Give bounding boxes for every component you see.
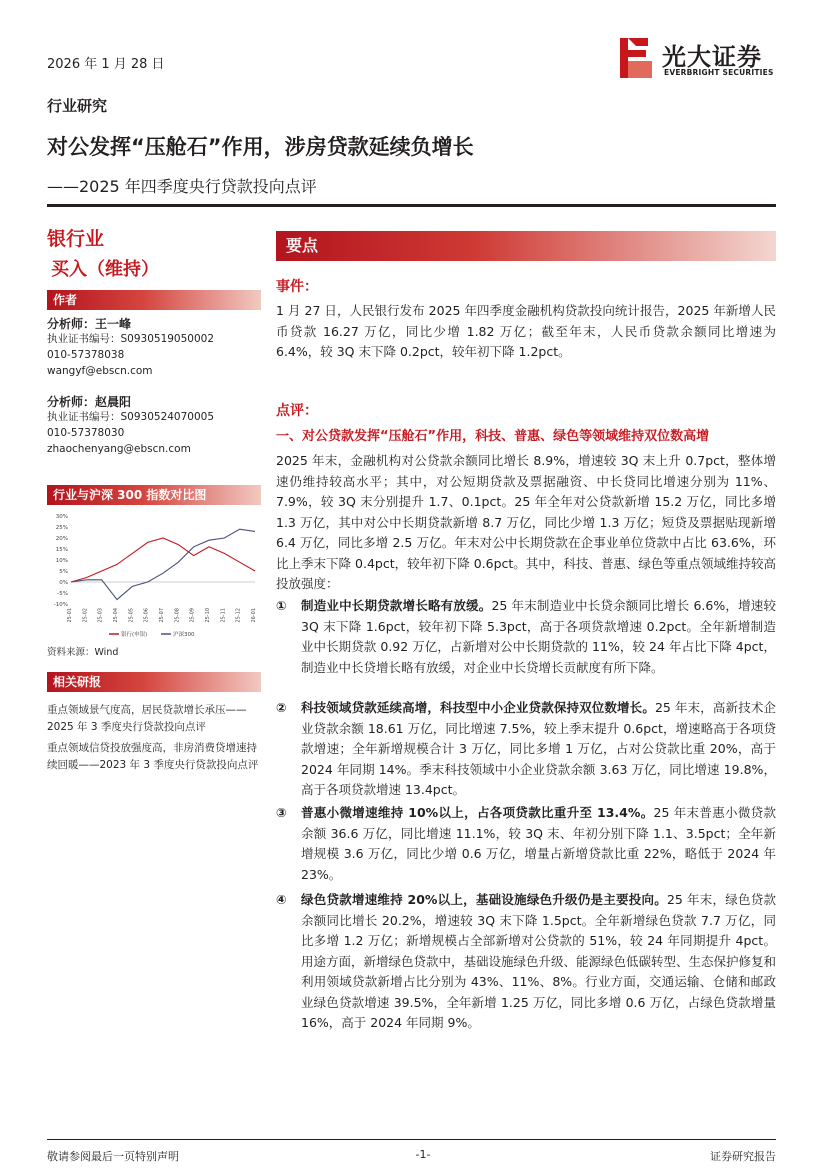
list-item	[276, 698, 776, 801]
list-item-number: ②	[276, 700, 287, 715]
y-tick-label: 10%	[55, 558, 68, 564]
analyst-contact	[47, 331, 214, 379]
list-item-number: ④	[276, 892, 287, 907]
event-paragraph: 1 月 27 日，人民银行发布 2025 年四季度金融机构贷款投向统计报告，2025 年新增人民币贷款 16.27 万亿，同比少增 1.82 万亿；截至年末，人民币贷款余额同比增速为 6.4%，较 3Q 末下降 0.2pct，较年初下降 1.2pct。	[276, 303, 776, 359]
footer-report-type: 证券研究报告	[710, 1150, 776, 1163]
analyst-contact	[47, 409, 214, 457]
x-tick-label: 26-01	[251, 608, 257, 623]
key-points-heading: 要点	[276, 231, 776, 261]
x-tick-label: 25-11	[220, 608, 227, 623]
list-item-lead: 制造业中长期贷款增长略有放缓。	[301, 598, 492, 613]
analyst-phone: 010-57378038	[47, 349, 125, 361]
analyst-name: 分析师：赵晨阳	[47, 395, 132, 409]
y-tick-label: 5%	[59, 569, 68, 575]
x-tick-label: 25-12	[235, 608, 242, 623]
y-tick-label: -5%	[57, 591, 68, 597]
list-item-lead: 科技领域贷款延续高增，科技型中小企业贷款保持双位数增长。	[301, 700, 655, 715]
x-tick-label: 25-06	[143, 608, 150, 623]
x-tick-label: 25-10	[205, 608, 211, 623]
logo-english-name: EVERBRIGHT SECURITIES	[664, 68, 774, 77]
x-tick-label: 25-01	[67, 608, 73, 623]
x-tick-label: 25-08	[174, 608, 181, 623]
y-tick-label: 0%	[59, 580, 68, 586]
y-tick-label: 20%	[55, 536, 68, 542]
y-tick-label: 25%	[55, 525, 68, 531]
series-line	[71, 529, 255, 599]
x-tick-label: 25-04	[113, 608, 119, 623]
title-divider	[47, 204, 776, 207]
rating: 买入（维持）	[51, 259, 159, 280]
report-title: 对公发挥“压舱石”作用，涉房贷款延续负增长	[47, 135, 474, 159]
list-item-text: 25 年末，高新技术企业贷款余额 18.61 万亿，同比增速 7.5%，较上季末提升 0.6pct，增速略高于各项贷款增速；全年新增规模合计 3 万亿，同比多增 1 万亿，占对公贷款比重 20%，高于 2024 年同期 14%。季末科技领域中小企业贷款余额 3.63 万亿，同比增速 19.8%，高于各项贷款增速 13.4pct。	[301, 700, 776, 797]
related-research-heading: 相关研报	[47, 672, 261, 692]
author-heading: 作者	[47, 290, 261, 310]
report-date: 2026 年 1 月 28 日	[47, 57, 165, 72]
report-category: 行业研究	[47, 97, 108, 115]
event-label: 事件：	[276, 279, 318, 295]
everbright-logo-icon	[618, 36, 654, 80]
y-tick-label: 15%	[55, 547, 68, 553]
x-tick-label: 25-05	[128, 608, 135, 623]
chart-heading: 行业与沪深 300 指数对比图	[47, 485, 261, 505]
list-item-text: 25 年末普惠小微贷款余额 36.6 万亿，同比增速 11.1%，较 3Q 末、年初分别下降 1.1、3.5pct；全年新增规模 3.6 万亿，同比少增 0.6 万亿，增量占新增贷款比重 22%，略低于 2024 年 23%。	[301, 805, 776, 882]
analyst-email: zhaochenyang@ebscn.com	[47, 443, 191, 455]
related-report-link[interactable]: 重点领域信贷投放强度高，非房消费贷增速持续回暖——2023 年 3 季度央行贷款投向点评	[47, 742, 259, 771]
list-item-lead: 普惠小微增速维持 10%以上，占各项贷款比重升至 13.4%。	[301, 805, 654, 820]
analyst-phone: 010-57378030	[47, 427, 125, 439]
y-tick-label: -10%	[53, 602, 68, 608]
y-tick-label: 30%	[55, 514, 68, 520]
legend-label: 沪深300	[173, 632, 195, 638]
list-item-text: 25 年末制造业中长贷余额同比增长 6.6%，增速较 3Q 末下降 1.6pct，较年初下降 5.3pct，高于各项贷款增速 0.2pct。全年新增制造业中长期贷款 0.92 万亿，占新增对公中长期贷款的 11%，较 24 年占比下降 4pct，制造业中长贷增长略有放缓，对企业中长贷增长贡献度有所下降。	[301, 598, 776, 675]
page-number: -1-	[415, 1148, 431, 1161]
analyst-name: 分析师：王一峰	[47, 317, 132, 331]
list-item	[276, 890, 776, 1034]
list-item-lead: 绿色贷款增速维持 20%以上，基础设施绿色升级仍是主要投向。	[301, 892, 667, 907]
logo-chinese-name: 光大证券	[662, 43, 762, 71]
report-subtitle: ——2025 年四季度央行贷款投向点评	[47, 177, 317, 196]
footer-divider	[47, 1139, 776, 1140]
list-item-number: ③	[276, 805, 287, 820]
x-tick-label: 25-02	[82, 608, 89, 623]
related-report-link[interactable]: 重点领域景气度高，居民贷款增长承压——2025 年 3 季度央行贷款投向点评	[47, 704, 247, 733]
brand-logo	[618, 36, 778, 82]
list-item	[276, 803, 776, 885]
section-paragraph: 2025 年末，金融机构对公贷款余额同比增长 8.9%，增速较 3Q 末上升 0.7pct，整体增速仍维持较高水平；其中，对公短期贷款及票据融资、中长贷同比增速分别为 11%、7.9%，较 3Q 末分别提升 1.7、0.1pct。25 年全年对公贷款新增 15.2 万亿，同比多增 1.3 万亿，其中对公中长期贷款新增 8.7 万亿，同比少增 1.3 万亿；短贷及票据贴现新增 6.4 万亿，同比多增 2.5 万亿。年末对公中长期贷款在企事业单位贷款中占比 63.6%，环比上季末下降 0.4pct，较年初下降 0.6pct。其中，科技、普惠、绿色等重点领域维持较高投放强度：	[276, 453, 776, 591]
analyst-email: wangyf@ebscn.com	[47, 365, 153, 377]
list-item	[276, 596, 776, 678]
analyst-license: 执业证书编号：S0930524070005	[47, 411, 215, 423]
sector-name: 银行业	[47, 228, 105, 250]
list-item-number: ①	[276, 598, 287, 613]
chart-source: 资料来源：Wind	[47, 647, 119, 658]
analyst-license: 执业证书编号：S0930519050002	[47, 333, 215, 345]
x-tick-label: 25-07	[159, 608, 165, 623]
list-item-text: 25 年末，绿色贷款余额同比增长 20.2%，增速较 3Q 末下降 1.5pct。全年新增绿色贷款 7.7 万亿，同比多增 1.2 万亿；新增规模占全部新增对公贷款的 51%，较 24 年同期提升 4pct。用途方面，新增绿色贷款中，基础设施绿色升级、能源绿色低碳转型、生态保护修复和利用领域贷款新增占比分别为 43%、11%、8%。行业方面，交通运输、仓储和邮政业绿色贷款增速 39.5%，全年新增 1.25 万亿，同比多增 0.6 万亿，占绿色贷款增量 16%，高于 2024 年同期 9%。	[301, 892, 777, 1030]
legend-label: 银行(申银)	[121, 632, 148, 638]
footer-disclaimer: 敬请参阅最后一页特别声明	[47, 1150, 179, 1163]
performance-chart	[47, 508, 261, 643]
x-tick-label: 25-03	[97, 608, 104, 623]
section-heading: 一、对公贷款发挥“压舱石”作用，科技、普惠、绿色等领域维持双位数高增	[276, 429, 710, 444]
comment-label: 点评：	[276, 403, 318, 419]
series-line	[71, 538, 255, 582]
x-tick-label: 25-09	[189, 608, 196, 623]
